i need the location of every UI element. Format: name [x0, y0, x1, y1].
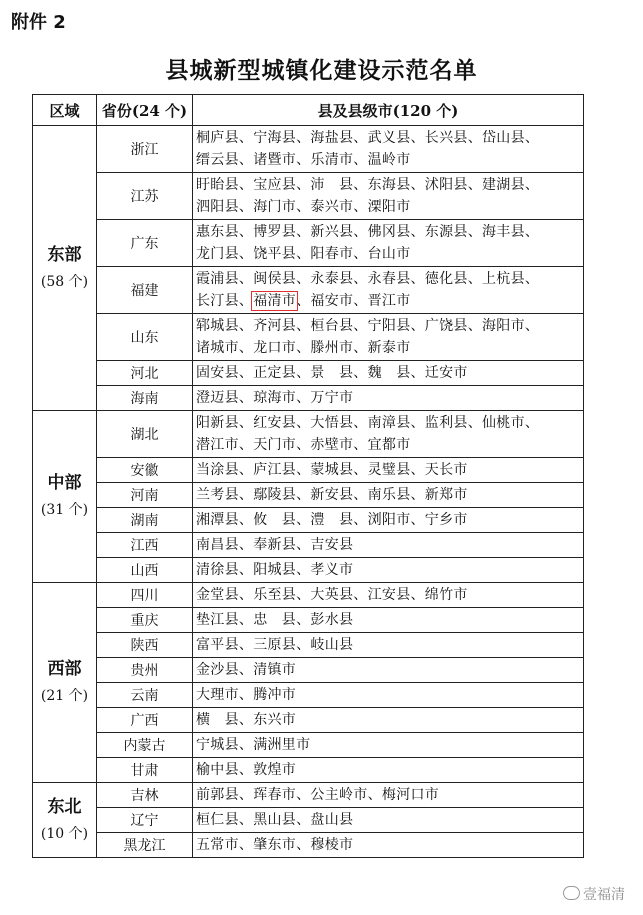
table-row: [33, 708, 584, 733]
province-yunnan: 云南: [97, 683, 193, 708]
county-list: 金沙县、清镇市: [193, 658, 584, 683]
county-list: 桐庐县、宁海县、海盐县、武义县、长兴县、岱山县、 缙云县、诸暨市、乐清市、温岭市: [193, 126, 584, 173]
county-list: 固安县、正定县、景 县、魏 县、迁安市: [193, 361, 584, 386]
province-hainan: 海南: [97, 386, 193, 411]
county-list: 南昌县、奉新县、吉安县: [193, 533, 584, 558]
county-list: 当涂县、庐江县、蒙城县、灵璧县、天长市: [193, 458, 584, 483]
province-fujian: 福建: [97, 267, 193, 314]
watermark-text: 壹福清: [583, 887, 625, 903]
table-row: [33, 658, 584, 683]
county-list: 五常市、肇东市、穆棱市: [193, 833, 584, 858]
county-list: 盱眙县、宝应县、沛 县、东海县、沭阳县、建湖县、 泗阳县、海门市、泰兴市、溧阳市: [193, 173, 584, 220]
table-row: [33, 783, 584, 808]
county-list: 大理市、腾冲市: [193, 683, 584, 708]
county-list: 兰考县、鄢陵县、新安县、南乐县、新郑市: [193, 483, 584, 508]
province-hubei: 湖北: [97, 411, 193, 458]
page-title: 县城新型城镇化建设示范名单: [165, 57, 478, 84]
header-counties: 县及县级市(120 个): [193, 95, 584, 126]
table-row: [33, 758, 584, 783]
province-shaanxi: 陕西: [97, 633, 193, 658]
attachment-label: 附件 2: [11, 12, 66, 33]
table-row: [33, 361, 584, 386]
table-row: [33, 808, 584, 833]
province-jilin: 吉林: [97, 783, 193, 808]
province-chongqing: 重庆: [97, 608, 193, 633]
province-jiangxi: 江西: [97, 533, 193, 558]
province-gansu: 甘肃: [97, 758, 193, 783]
table-row: [33, 458, 584, 483]
table-row: [33, 173, 584, 220]
header-province: 省份(24 个): [97, 95, 193, 126]
province-neimenggu: 内蒙古: [97, 733, 193, 758]
table-row: [33, 126, 584, 173]
province-jiangsu: 江苏: [97, 173, 193, 220]
county-list: 富平县、三原县、岐山县: [193, 633, 584, 658]
table-row: [33, 533, 584, 558]
county-list: 湘潭县、攸 县、澧 县、浏阳市、宁乡市: [193, 508, 584, 533]
county-list: 前郭县、珲春市、公主岭市、梅河口市: [193, 783, 584, 808]
county-list: 垫江县、忠 县、彭水县: [193, 608, 584, 633]
county-list: 惠东县、博罗县、新兴县、佛冈县、东源县、海丰县、 龙门县、饶平县、阳春市、台山市: [193, 220, 584, 267]
province-guangdong: 广东: [97, 220, 193, 267]
table-row: [33, 833, 584, 858]
table-row: [33, 558, 584, 583]
county-list: 横 县、东兴市: [193, 708, 584, 733]
province-hunan: 湖南: [97, 508, 193, 533]
region-name: 东部: [47, 244, 82, 265]
table-row: [33, 683, 584, 708]
demo-county-table: [32, 94, 584, 858]
table-row: [33, 411, 584, 458]
county-list: 澄迈县、琼海市、万宁市: [193, 386, 584, 411]
county-list: 榆中县、敦煌市: [193, 758, 584, 783]
table-row: [33, 386, 584, 411]
table-row: [33, 733, 584, 758]
province-sichuan: 四川: [97, 583, 193, 608]
table-row: [33, 583, 584, 608]
region-west: [33, 583, 97, 783]
county-list: 清徐县、阳城县、孝义市: [193, 558, 584, 583]
province-heilongjiang: 黑龙江: [97, 833, 193, 858]
province-shandong: 山东: [97, 314, 193, 361]
watermark: [563, 884, 625, 904]
wechat-icon: [563, 886, 580, 900]
table-row: [33, 220, 584, 267]
province-shanxi: 山西: [97, 558, 193, 583]
region-count: (31 个): [40, 502, 89, 518]
county-list: 桓仁县、黑山县、盘山县: [193, 808, 584, 833]
region-name: 东北: [47, 796, 82, 817]
province-liaoning: 辽宁: [97, 808, 193, 833]
county-list: 宁城县、满洲里市: [193, 733, 584, 758]
table-row: [33, 508, 584, 533]
county-list: 霞浦县、闽侯县、永泰县、永春县、德化县、上杭县、 长汀县、福清市、福安市、晋江市: [193, 267, 584, 314]
province-hebei: 河北: [97, 361, 193, 386]
province-henan: 河南: [97, 483, 193, 508]
table-row: [33, 633, 584, 658]
region-name: 西部: [47, 659, 82, 679]
region-east: [33, 126, 97, 411]
table-header-row: [33, 95, 584, 126]
table-row: [33, 608, 584, 633]
province-zhejiang: 浙江: [97, 126, 193, 173]
region-count: (10 个): [40, 825, 89, 842]
table-row: [33, 483, 584, 508]
region-northeast: [33, 783, 97, 858]
county-list: 金堂县、乐至县、大英县、江安县、绵竹市: [193, 583, 584, 608]
province-guangxi: 广西: [97, 708, 193, 733]
header-region: 区域: [33, 95, 97, 126]
table-row: [33, 314, 584, 361]
region-count: (58 个): [40, 273, 89, 290]
highlighted-county-fuqing: 福清市: [253, 293, 297, 309]
region-count: (21 个): [40, 688, 89, 704]
region-central: [33, 411, 97, 583]
county-list: 郓城县、齐河县、桓台县、宁阳县、广饶县、海阳市、 诸城市、龙口市、滕州市、新泰市: [193, 314, 584, 361]
table-row: [33, 267, 584, 314]
province-guizhou: 贵州: [97, 658, 193, 683]
region-name: 中部: [47, 473, 82, 493]
province-anhui: 安徽: [97, 458, 193, 483]
county-list: 阳新县、红安县、大悟县、南漳县、监利县、仙桃市、 潜江市、天门市、赤壁市、宜都市: [193, 411, 584, 458]
